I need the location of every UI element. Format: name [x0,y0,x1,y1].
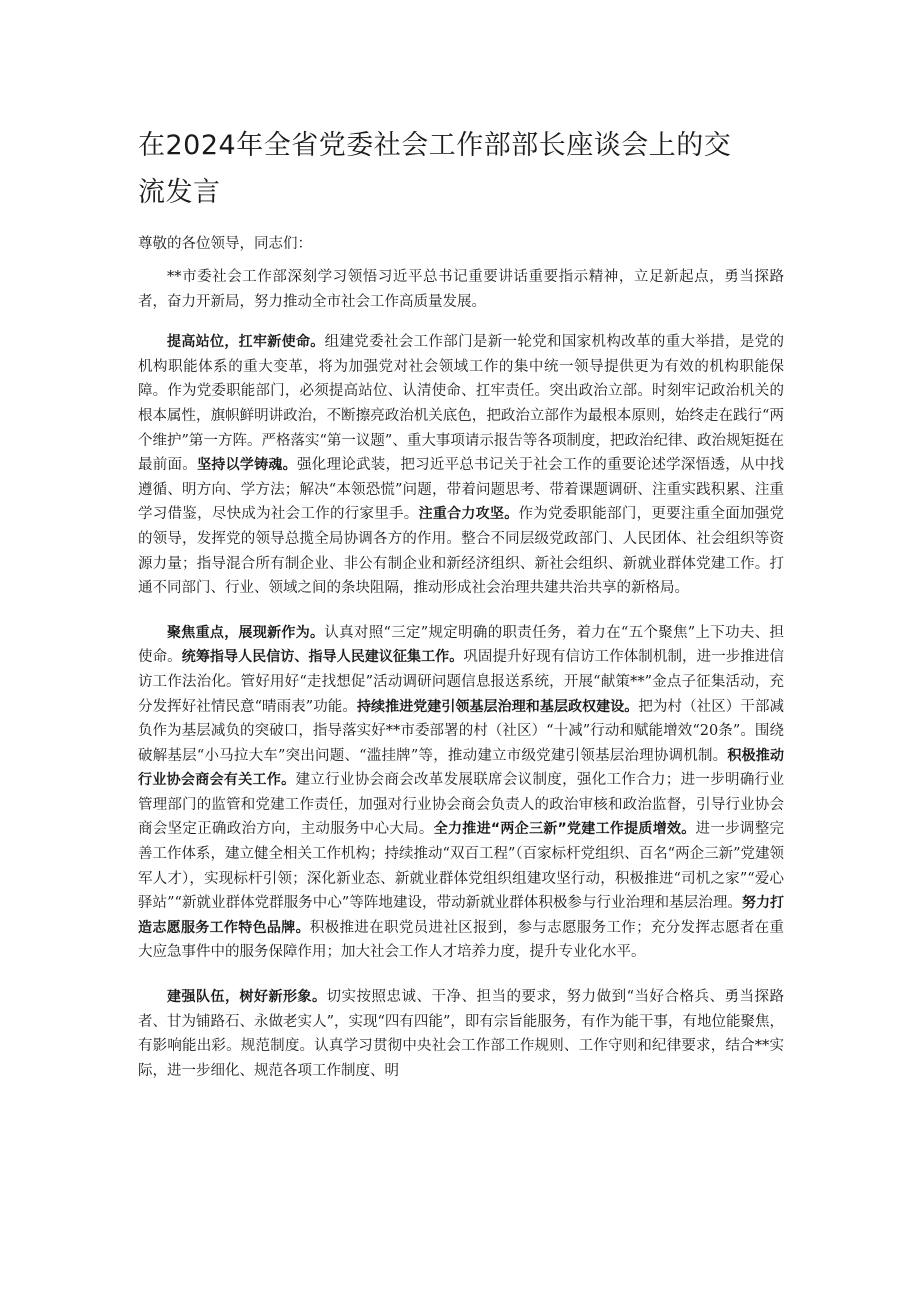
bold-heading: 注重合力攻坚。 [418,506,519,523]
bold-heading: 提高站位，扛牢新使命。 [167,334,325,351]
bold-heading: 全力推进“两企三新”党建工作提质增效。 [433,821,696,838]
section-paragraph [138,330,784,601]
body-text: 认真对照“三定”规定明确的职责任务，着力在“五个聚焦”上下功夫、担使命。 [138,624,785,666]
body-sections [138,330,784,1083]
body-text: 作为党委职能部门，更要注重全面加强党的领导，发挥党的领导总揽全局协调各方的作用。整合不同层级党政部门、人民团体、社会组织等资源力量；指导混合所有制企业、非公有制企业和新经济组织、新社会组织、新就业群体党建工作。打通不同部门、行业、领域之间的条块阻隔，推动形成社会治理共建共治共享的新格局。 [138,506,785,597]
salutation: 尊敬的各位领导，同志们： [138,236,312,252]
bold-heading: 持续推进党建引领基层治理和基层政权建设。 [356,698,639,715]
intro-paragraph: **市委社会工作部深刻学习领悟习近平总书记重要讲话重要指示精神，立足新起点，勇当探路者，奋力开新局，努力推动全市社会工作高质量发展。 [138,269,784,310]
bold-heading: 努力打造志愿服务工作特色品牌。 [138,895,784,936]
section-paragraph [138,621,784,965]
bold-heading: 聚焦重点，展现新作为。 [167,624,325,641]
bold-heading: 建强队伍，树好新形象。 [167,989,327,1006]
body-text: 进一步调整完善工作体系，建立健全相关工作机构；持续推动“双百工程”（百家标杆党组织、百名“两企三新”党建领军人才），实现标杆引领；深化新业态、新就业群体党组织组建攻坚行动，积极推进“司机之家”“爱心驿站”“新就业群体党群服务中心”等阵地建设，带动新就业群体积极参与行业治理和基层治理。 [138,821,785,912]
body-text: 把为村（社区）干部减负作为基层减负的突破口，指导落实好**市委部署的村（社区）“十减”行动和赋能增效“20条”。围绕破解基层“小马拉大车”突出问题、“滥挂牌”等，推动建立市级党建引领基层治理协调机制。 [138,698,785,764]
section-paragraph [138,985,784,1083]
document-title: 在2024年全省党委社会工作部部长座谈会上的交流发言 [138,130,732,208]
document-page [138,122,784,1103]
body-text: 强化理论武装，把习近平总书记关于社会工作的重要论述学深悟透，从中找遵循、明方向、学方法；解决“本领恐慌”问题，带着问题思考、带着课题调研、注重实践积累、注重学习借鉴，尽快成为社会工作的行家里手。 [138,457,785,523]
bold-heading: 坚持以学铸魂。 [197,457,297,474]
bold-heading: 统筹指导人民信访、指导人民建议征集工作。 [181,649,464,666]
body-text: 切实按照忠诚、干净、担当的要求，努力做到“当好合格兵、勇当探路者、甘为铺路石、永做老实人”，实现“四有四能”，即有宗旨能服务，有作为能干事，有地位能聚焦，有影响能出彩。规范制度。认真学习贯彻中央社会工作部工作规则、工作守则和纪律要求，结合**实际，进一步细化、规范各项工作制度、明 [138,989,784,1079]
body-text: 积极推进在职党员进社区报到，参与志愿服务工作；充分发挥志愿者在重大应急事件中的服务保障作用；加大社会工作人才培养力度，提升专业化水平。 [138,919,784,961]
body-text: 组建党委社会工作部门是新一轮党和国家机构改革的重大举措，是党的机构职能体系的重大变革，将为加强党对社会领域工作的集中统一领导提供更为有效的机构职能保障。作为党委职能部门，必须提高站位、认清使命、扛牢责任。突出政治立部。时刻牢记政治机关的根本属性，旗帜鲜明讲政治，不断擦亮政治机关底色，把政治立部作为最根本原则，始终走在践行“两个维护”第一方阵。严格落实“第一议题”、重大事项请示报告等各项制度，把政治纪律、政治规矩挺在最前面。 [138,334,785,474]
body-text: 巩固提升好现有信访工作体制机制，进一步推进信访工作法治化。管好用好“走找想促”活动调研问题信息报送系统，开展“献策**”金点子征集活动，充分发挥好社情民意“晴雨表”功能。 [138,649,785,715]
body-text: 建立行业协会商会改革发展联席会议制度，强化工作合力；进一步明确行业管理部门的监管和党建工作责任，加强对行业协会商会负责人的政治审核和政治监督，引导行业协会商会坚定正确政治方向，主动服务中心大局。 [138,772,784,838]
bold-heading: 积极推动行业协会商会有关工作。 [138,747,784,789]
